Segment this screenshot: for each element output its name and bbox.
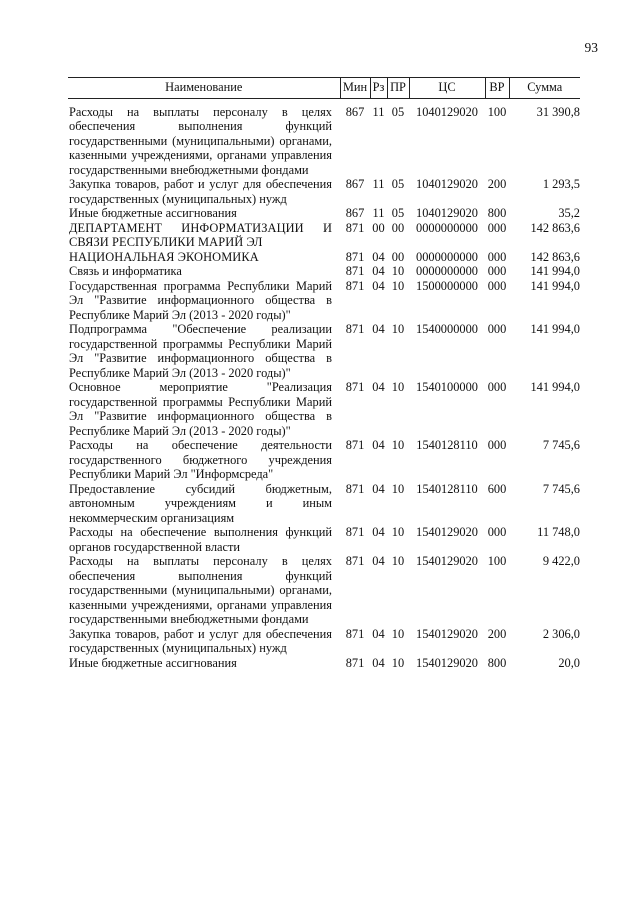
row-name: Предоставление субсидий бюджетным, автономным учреждениям и иным некоммерческим организациям (69, 481, 332, 525)
row-rz: 04 (372, 264, 385, 278)
row-sum: 142 863,6 (530, 249, 580, 264)
table-row (68, 279, 580, 323)
row-cs: 1540129020 (416, 626, 478, 641)
table-header-row (68, 78, 580, 99)
row-cs: 1540129020 (416, 554, 478, 568)
row-min: 871 (345, 249, 365, 264)
row-pr: 00 (391, 220, 405, 235)
row-name: Связь и информатика (69, 264, 182, 278)
row-pr: 10 (391, 322, 405, 336)
row-cs: 0000000000 (416, 249, 478, 264)
row-pr: 10 (391, 481, 405, 496)
row-min: 871 (345, 380, 365, 394)
row-pr: 10 (391, 626, 405, 641)
row-rz: 04 (372, 249, 385, 264)
table-row (68, 177, 580, 206)
row-name: ДЕПАРТАМЕНТ ИНФОРМАТИЗАЦИИ И СВЯЗИ РЕСПУБЛИКИ МАРИЙ ЭЛ (69, 220, 332, 249)
row-cs: 1540100000 (416, 380, 478, 394)
column-header-sum: Сумма (509, 78, 580, 99)
row-pr: 10 (391, 278, 405, 293)
table-row (68, 525, 580, 554)
row-min: 867 (345, 177, 365, 191)
row-min: 871 (345, 264, 365, 278)
row-pr: 10 (391, 438, 405, 452)
row-rz: 04 (372, 554, 385, 568)
row-name: НАЦИОНАЛЬНАЯ ЭКОНОМИКА (69, 249, 259, 264)
row-cs: 0000000000 (416, 220, 478, 235)
row-pr: 10 (391, 380, 405, 394)
row-vr: 000 (487, 264, 507, 278)
budget-table (68, 77, 580, 670)
row-rz: 04 (372, 322, 385, 336)
row-name: Подпрограмма "Обеспечение реализации государственной программы Республики Марий Эл "Развитие информационного общества в Республике Марий Эл (2013 - 2020 годы)" (69, 322, 332, 380)
row-sum: 141 994,0 (530, 380, 580, 394)
row-cs: 1540129020 (416, 525, 478, 539)
table-row (68, 627, 580, 656)
row-vr: 000 (487, 322, 507, 336)
table-row (68, 322, 580, 380)
row-vr: 000 (487, 380, 507, 394)
row-name: Иные бюджетные ассигнования (69, 206, 237, 220)
row-name: Закупка товаров, работ и услуг для обеспечения государственных (муниципальных) нужд (69, 626, 332, 655)
row-sum: 141 994,0 (530, 278, 580, 293)
row-name: Государственная программа Республики Марий Эл "Развитие информационного общества в Республике Марий Эл (2013 - 2020 годы)" (69, 278, 332, 322)
row-min: 871 (345, 525, 365, 539)
row-rz: 04 (372, 380, 385, 394)
row-rz: 11 (372, 206, 385, 220)
row-sum: 9 422,0 (542, 554, 580, 568)
row-rz: 04 (372, 525, 385, 539)
table-row (68, 656, 580, 671)
table-row (68, 482, 580, 526)
row-min: 871 (345, 481, 365, 496)
row-cs: 1540000000 (416, 322, 478, 336)
row-cs: 1540128110 (416, 481, 478, 496)
table-row (68, 221, 580, 250)
column-header-cs: ЦС (409, 78, 485, 99)
column-header-vr: ВР (485, 78, 509, 99)
row-name: Основное мероприятие "Реализация государственной программы Республики Марий Эл "Развитие информационного общества в Республике Марий Эл (2013 - 2020 годы)" (69, 380, 332, 438)
table-row (68, 250, 580, 265)
row-rz: 04 (372, 626, 385, 641)
row-min: 871 (345, 278, 365, 293)
row-sum: 2 306,0 (542, 626, 580, 641)
row-name: Расходы на обеспечение деятельности государственного бюджетного учреждения Республики Марий Эл "Информсреда" (69, 438, 332, 481)
row-min: 867 (345, 104, 365, 119)
row-sum: 7 745,6 (542, 438, 580, 452)
row-vr: 000 (487, 249, 507, 264)
row-min: 871 (345, 655, 365, 670)
column-header-pr: ПР (387, 78, 409, 99)
table-body (68, 98, 580, 670)
row-vr: 000 (487, 525, 507, 539)
table-row (68, 98, 580, 177)
row-vr: 600 (487, 481, 507, 496)
row-min: 871 (345, 554, 365, 568)
row-cs: 1540128110 (416, 438, 478, 452)
row-min: 867 (345, 206, 365, 220)
row-cs: 1040129020 (416, 177, 478, 191)
row-vr: 000 (487, 438, 507, 452)
row-sum: 141 994,0 (530, 322, 580, 336)
row-vr: 200 (487, 626, 507, 641)
row-rz: 11 (372, 104, 385, 119)
row-name: Закупка товаров, работ и услуг для обеспечения государственных (муниципальных) нужд (69, 177, 332, 206)
row-rz: 04 (372, 655, 385, 670)
row-pr: 10 (391, 525, 405, 539)
row-sum: 7 745,6 (542, 481, 580, 496)
row-pr: 10 (391, 655, 405, 670)
row-vr: 000 (487, 278, 507, 293)
row-name: Расходы на выплаты персоналу в целях обеспечения выполнения функций государственными (муниципальными) органами, казенными учреждениями, органами управления государственными внебюджетными фондами (69, 554, 332, 626)
row-rz: 00 (372, 220, 385, 235)
row-vr: 100 (487, 104, 507, 119)
column-header-rz: Рз (370, 78, 387, 99)
table-row (68, 438, 580, 482)
table-row (68, 206, 580, 221)
row-name: Иные бюджетные ассигнования (69, 655, 237, 670)
row-pr: 10 (391, 264, 405, 278)
row-name: Расходы на выплаты персоналу в целях обеспечения выполнения функций государственными (муниципальными) органами, казенными учреждениями, органами управления государственными внебюджетными фондами (69, 104, 332, 177)
row-min: 871 (345, 438, 365, 452)
row-min: 871 (345, 220, 365, 235)
row-vr: 800 (487, 655, 507, 670)
row-pr: 05 (391, 104, 405, 119)
row-sum: 35,2 (558, 206, 580, 220)
table-row (68, 380, 580, 438)
row-vr: 800 (487, 206, 507, 220)
page-number: 93 (584, 40, 598, 55)
row-name: Расходы на обеспечение выполнения функций органов государственной власти (69, 525, 332, 554)
row-vr: 200 (487, 177, 507, 191)
row-sum: 141 994,0 (530, 264, 580, 278)
row-min: 871 (345, 322, 365, 336)
row-sum: 11 748,0 (537, 525, 580, 539)
row-sum: 1 293,5 (542, 177, 580, 191)
row-pr: 05 (391, 177, 405, 191)
row-cs: 1540129020 (416, 655, 478, 670)
row-vr: 100 (487, 554, 507, 568)
row-sum: 20,0 (558, 655, 580, 670)
row-rz: 11 (372, 177, 385, 191)
row-cs: 1040129020 (416, 104, 478, 119)
row-rz: 04 (372, 481, 385, 496)
row-pr: 10 (391, 554, 405, 568)
column-header-min: Мин (340, 78, 370, 99)
row-rz: 04 (372, 438, 385, 452)
row-pr: 05 (391, 206, 405, 220)
row-cs: 1040129020 (416, 206, 478, 220)
row-cs: 1500000000 (416, 278, 478, 293)
table-row (68, 264, 580, 279)
row-cs: 0000000000 (416, 264, 478, 278)
row-rz: 04 (372, 278, 385, 293)
row-vr: 000 (487, 220, 507, 235)
table-row (68, 554, 580, 627)
row-sum: 142 863,6 (530, 220, 580, 235)
row-sum: 31 390,8 (536, 104, 580, 119)
row-min: 871 (345, 626, 365, 641)
column-header-name: Наименование (68, 78, 340, 99)
row-pr: 00 (391, 249, 405, 264)
